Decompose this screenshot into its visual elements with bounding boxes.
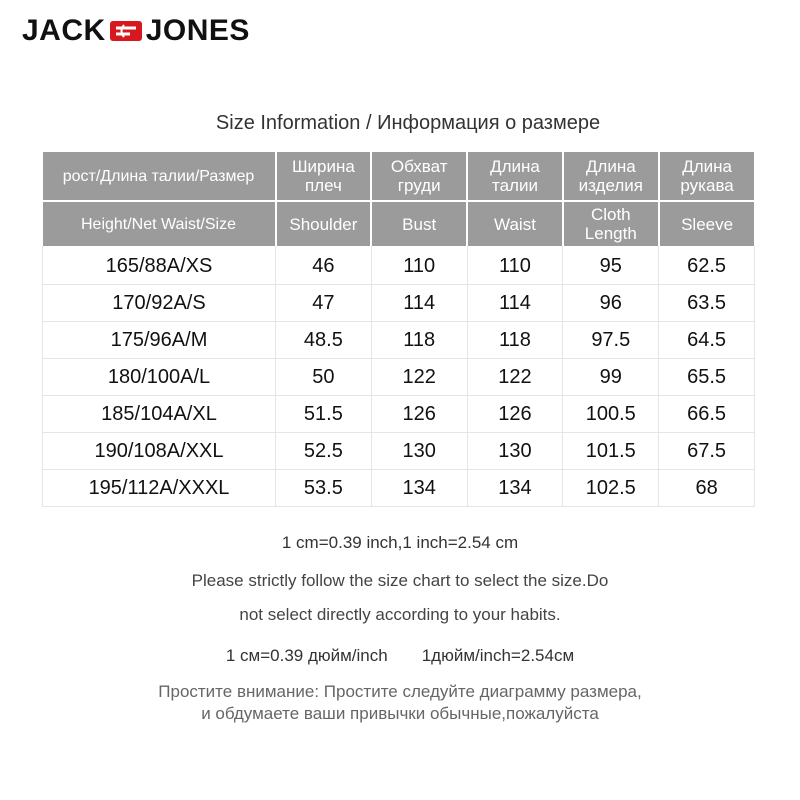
cell-cloth-length: 95 bbox=[563, 246, 659, 285]
cell-cloth-length: 100.5 bbox=[563, 396, 659, 433]
cell-size: 170/92A/S bbox=[43, 285, 276, 322]
cell-shoulder: 46 bbox=[276, 246, 372, 285]
cell-shoulder: 51.5 bbox=[276, 396, 372, 433]
table-header-english bbox=[43, 201, 755, 246]
table-header-russian bbox=[43, 152, 755, 201]
cell-bust: 122 bbox=[371, 359, 467, 396]
cell-shoulder: 50 bbox=[276, 359, 372, 396]
conversion-note-ru bbox=[0, 646, 800, 666]
cell-waist: 118 bbox=[467, 322, 563, 359]
cell-sleeve: 67.5 bbox=[659, 433, 755, 470]
cell-sleeve: 65.5 bbox=[659, 359, 755, 396]
cell-bust: 110 bbox=[371, 246, 467, 285]
size-chart-table bbox=[42, 152, 755, 507]
header-en-shoulder: Shoulder bbox=[276, 201, 372, 246]
table-row bbox=[43, 470, 755, 507]
conversion-note-ru-cm: 1 см=0.39 дюйм/inch bbox=[225, 646, 388, 665]
advice-note-ru-line2: и обдумаете ваши привычки обычные,пожалуйста bbox=[201, 704, 599, 723]
cell-waist: 122 bbox=[467, 359, 563, 396]
cell-waist: 114 bbox=[467, 285, 563, 322]
page-title: Size Information / Информация о размере bbox=[215, 112, 601, 134]
cell-sleeve: 66.5 bbox=[659, 396, 755, 433]
cell-size: 165/88A/XS bbox=[43, 246, 276, 285]
table-body bbox=[43, 246, 755, 507]
header-en-waist: Waist bbox=[467, 201, 563, 246]
cell-bust: 126 bbox=[371, 396, 467, 433]
table-row bbox=[43, 359, 755, 396]
header-ru-shoulder: Ширина плеч bbox=[276, 152, 372, 201]
cell-bust: 118 bbox=[371, 322, 467, 359]
advice-note-en-line1: Please strictly follow the size chart to select the size.Do bbox=[191, 571, 609, 590]
header-ru-size: рост/Длина талии/Размер bbox=[43, 152, 276, 201]
brand-logo bbox=[22, 14, 250, 48]
header-ru-sleeve: Длина рукава bbox=[659, 152, 755, 201]
cell-waist: 130 bbox=[467, 433, 563, 470]
cell-sleeve: 62.5 bbox=[659, 246, 755, 285]
cell-bust: 114 bbox=[371, 285, 467, 322]
cell-size: 190/108A/XXL bbox=[43, 433, 276, 470]
cell-bust: 130 bbox=[371, 433, 467, 470]
cell-cloth-length: 96 bbox=[563, 285, 659, 322]
header-en-sleeve: Sleeve bbox=[659, 201, 755, 246]
cell-sleeve: 63.5 bbox=[659, 285, 755, 322]
table-row bbox=[43, 433, 755, 470]
cell-shoulder: 48.5 bbox=[276, 322, 372, 359]
cell-shoulder: 47 bbox=[276, 285, 372, 322]
cell-bust: 134 bbox=[371, 470, 467, 507]
cell-waist: 110 bbox=[467, 246, 563, 285]
cell-sleeve: 64.5 bbox=[659, 322, 755, 359]
cell-cloth-length: 99 bbox=[563, 359, 659, 396]
cell-sleeve: 68 bbox=[659, 470, 755, 507]
header-en-bust: Bust bbox=[371, 201, 467, 246]
header-ru-waist: Длина талии bbox=[467, 152, 563, 201]
cell-cloth-length: 102.5 bbox=[563, 470, 659, 507]
header-ru-cloth-length: Длина изделия bbox=[563, 152, 659, 201]
header-en-cloth-length: Cloth Length bbox=[563, 201, 659, 246]
cell-size: 195/112A/XXXL bbox=[43, 470, 276, 507]
advice-note-ru-line1: Простите внимание: Простите следуйте диаграмму размера, bbox=[158, 682, 642, 701]
cell-cloth-length: 101.5 bbox=[563, 433, 659, 470]
cell-shoulder: 53.5 bbox=[276, 470, 372, 507]
header-ru-bust: Обхват груди bbox=[371, 152, 467, 201]
table-row bbox=[43, 246, 755, 285]
cell-size: 185/104A/XL bbox=[43, 396, 276, 433]
table-row bbox=[43, 322, 755, 359]
table-row bbox=[43, 396, 755, 433]
cell-shoulder: 52.5 bbox=[276, 433, 372, 470]
brand-logo-mark bbox=[110, 21, 142, 41]
cell-waist: 134 bbox=[467, 470, 563, 507]
cell-size: 180/100A/L bbox=[43, 359, 276, 396]
brand-logo-left: JACK bbox=[22, 14, 106, 47]
header-en-size: Height/Net Waist/Size bbox=[43, 201, 276, 246]
table-row bbox=[43, 285, 755, 322]
advice-note-en-line2: not select directly according to your habits. bbox=[239, 605, 561, 624]
conversion-note-ru-inch: 1дюйм/inch=2.54см bbox=[421, 646, 575, 665]
conversion-note-en: 1 cm=0.39 inch,1 inch=2.54 cm bbox=[281, 533, 519, 552]
cell-cloth-length: 97.5 bbox=[563, 322, 659, 359]
brand-logo-right: JONES bbox=[145, 14, 250, 47]
cell-size: 175/96A/M bbox=[43, 322, 276, 359]
cell-waist: 126 bbox=[467, 396, 563, 433]
